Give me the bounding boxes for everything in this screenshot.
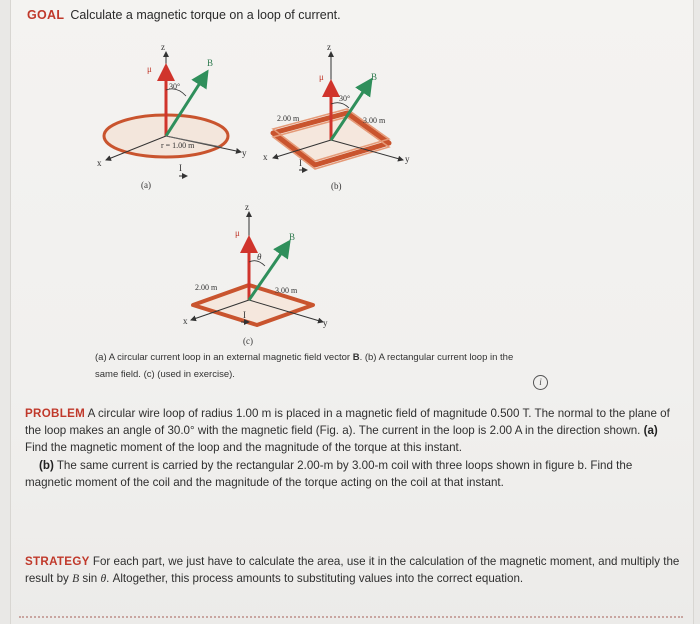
z-label-b: z (327, 42, 331, 52)
z-label-a: z (161, 42, 165, 52)
part-b-label: (b) (39, 458, 54, 472)
figure-caption (95, 349, 535, 383)
x-label-b: x (263, 152, 268, 162)
strategy-section (25, 553, 681, 587)
strategy-text-1: For each part, we just have to calculate the area, use it in the calculation of the magnetic moment, and multiply the result by (25, 555, 680, 586)
angle-label-a: 30° (169, 82, 181, 91)
caption-bold-b: B (352, 352, 360, 363)
x-label-a: x (97, 158, 102, 168)
side1-label-b: 2.00 m (277, 114, 300, 123)
part-a-label: (a) (643, 424, 658, 438)
figure-a-label: (a) (141, 180, 151, 190)
mu-label-c: μ (235, 228, 240, 238)
angle-arc-b (331, 103, 349, 108)
problem-section (25, 405, 681, 491)
problem-label: PROBLEM (25, 407, 86, 420)
symbol-theta: θ (100, 572, 107, 586)
x-label-c: x (183, 316, 188, 326)
figure-c-label: (c) (243, 336, 253, 346)
section-divider (19, 616, 683, 618)
document-page (10, 0, 694, 624)
problem-text: A circular wire loop of radius 1.00 m is placed in a magnetic field of magnitude 0.500 T. The normal to the plane of the loop makes an angle of 30.0° with the magnetic field (Fig. a). The current in the loop is 2.00 A in the direction shown. (25, 407, 670, 438)
info-icon[interactable]: i (533, 375, 548, 390)
b-label-a: B (207, 58, 214, 68)
z-label-c: z (245, 202, 249, 212)
mu-label-b: μ (319, 72, 324, 82)
strategy-text-2: . Altogether, this process amounts to substituting values into the correct equation. (106, 572, 524, 586)
symbol-b: B (72, 572, 80, 586)
b-label-b: B (371, 72, 378, 82)
mu-label-a: μ (147, 64, 152, 74)
b-label-c: B (289, 232, 296, 242)
y-label-b: y (405, 154, 410, 164)
figure-b-label: (b) (331, 181, 342, 191)
angle-label-c: θ (257, 252, 262, 262)
part-b-text: The same current is carried by the rectangular 2.00-m by 3.00-m coil with three loops shown in figure b. Find the magnetic moment of the coil and the magnitude of the torque acting on the coil at that instant. (25, 458, 633, 489)
y-label-c: y (323, 318, 328, 328)
i-label-b: I (299, 158, 302, 168)
caption-text-2: . (b) A rectangular current loop in the same field. (c) (used in exercise). (95, 352, 514, 380)
figure-panel (11, 0, 693, 345)
side1-label-c: 2.00 m (195, 283, 218, 292)
caption-text-1: (a) A circular current loop in an external magnetic field vector (95, 352, 351, 363)
symbol-sin: sin (82, 572, 98, 586)
side2-label-c: 3.00 m (275, 286, 298, 295)
goal-text: Calculate a magnetic torque on a loop of current. (70, 8, 341, 22)
i-label-c: I (243, 310, 246, 320)
part-a-text: Find the magnetic moment of the loop and the magnitude of the torque at this instant. (25, 441, 462, 455)
angle-label-b: 30° (339, 94, 351, 103)
figure-b (273, 52, 403, 170)
radius-label-a: r = 1.00 m (161, 141, 195, 150)
side2-label-b: 3.00 m (363, 116, 386, 125)
figure-a (104, 52, 241, 176)
figure-c (191, 212, 323, 325)
y-label-a: y (242, 148, 247, 158)
i-label-a: I (179, 163, 182, 173)
strategy-label: STRATEGY (25, 555, 90, 568)
goal-label: GOAL (27, 8, 65, 22)
